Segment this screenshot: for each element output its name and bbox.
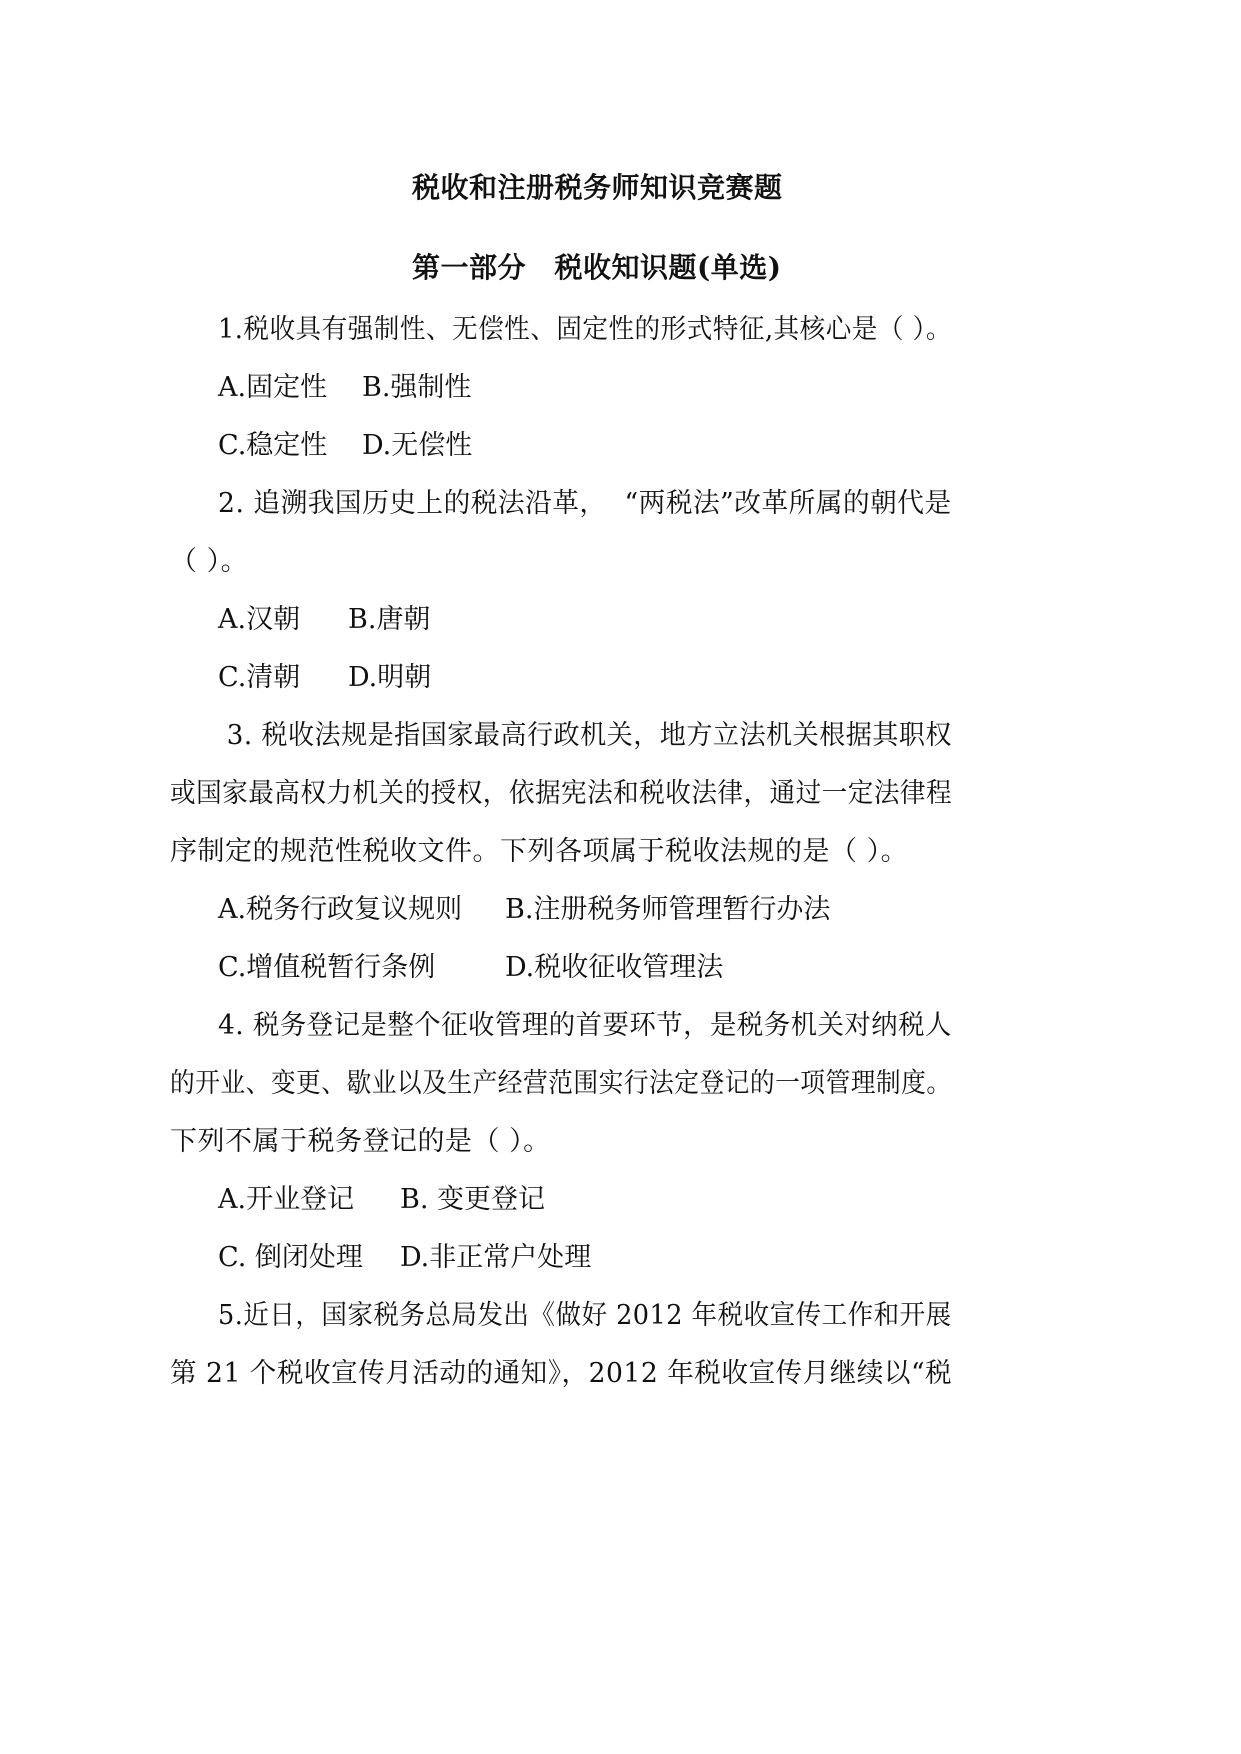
question-4-text-line-1: 4. 税务登记是整个征收管理的首要环节，是税务机关对纳税人 [218,1010,952,1041]
section-heading: 第一部分 税收知识题(单选) [412,251,782,284]
question-1-option-b: B.强制性 [362,372,472,403]
question-2-text-line-1: 2. 追溯我国历史上的税法沿革， “两税法”改革所属的朝代是 [218,488,952,519]
question-2-text-line-2: （ ）。 [170,546,249,577]
question-3-option-b: B.注册税务师管理暂行办法 [505,894,831,925]
question-3-option-a: A.税务行政复议规则 [218,894,463,925]
question-4-text-line-2: 的开业、变更、歇业以及生产经营范围实行法定登记的一项管理制度。 [170,1068,952,1099]
document-title: 税收和注册税务师知识竞赛题 [412,171,783,204]
question-2-option-d: D.明朝 [348,662,432,693]
question-1-text: 1.税收具有强制性、无偿性、固定性的形式特征,其核心是（ ）。 [218,314,952,345]
question-3-option-d: D.税收征收管理法 [505,952,724,983]
question-3-text-line-2: 或国家最高权力机关的授权，依据宪法和税收法律，通过一定法律程 [170,778,953,809]
question-3-text-line-1: 3. 税收法规是指国家最高行政机关，地方立法机关根据其职权 [218,720,952,751]
question-4-option-c: C. 倒闭处理 [218,1242,363,1273]
question-4-option-a: A.开业登记 [218,1184,355,1215]
question-5-text-line-1: 5.近日，国家税务总局发出《做好 2012 年税收宣传工作和开展 [218,1300,952,1331]
question-4-option-b: B. 变更登记 [400,1184,546,1215]
question-3-option-c: C.增值税暂行条例 [218,952,436,983]
question-1-option-a: A.固定性 [218,372,328,403]
question-4-text-line-3: 下列不属于税务登记的是（ ）。 [170,1126,551,1157]
question-3-text-line-3: 序制定的规范性税收文件。下列各项属于税收法规的是（ ）。 [170,836,909,867]
question-5-text-line-2: 第 21 个税收宣传月活动的通知》，2012 年税收宣传月继续以“税 [170,1358,953,1389]
question-2-option-c: C.清朝 [218,662,301,693]
question-4-option-d: D.非正常户处理 [400,1242,592,1273]
question-1-option-c: C.稳定性 [218,430,328,461]
question-2-option-a: A.汉朝 [218,604,301,635]
question-2-option-b: B.唐朝 [348,604,431,635]
question-1-option-d: D.无偿性 [362,430,473,461]
